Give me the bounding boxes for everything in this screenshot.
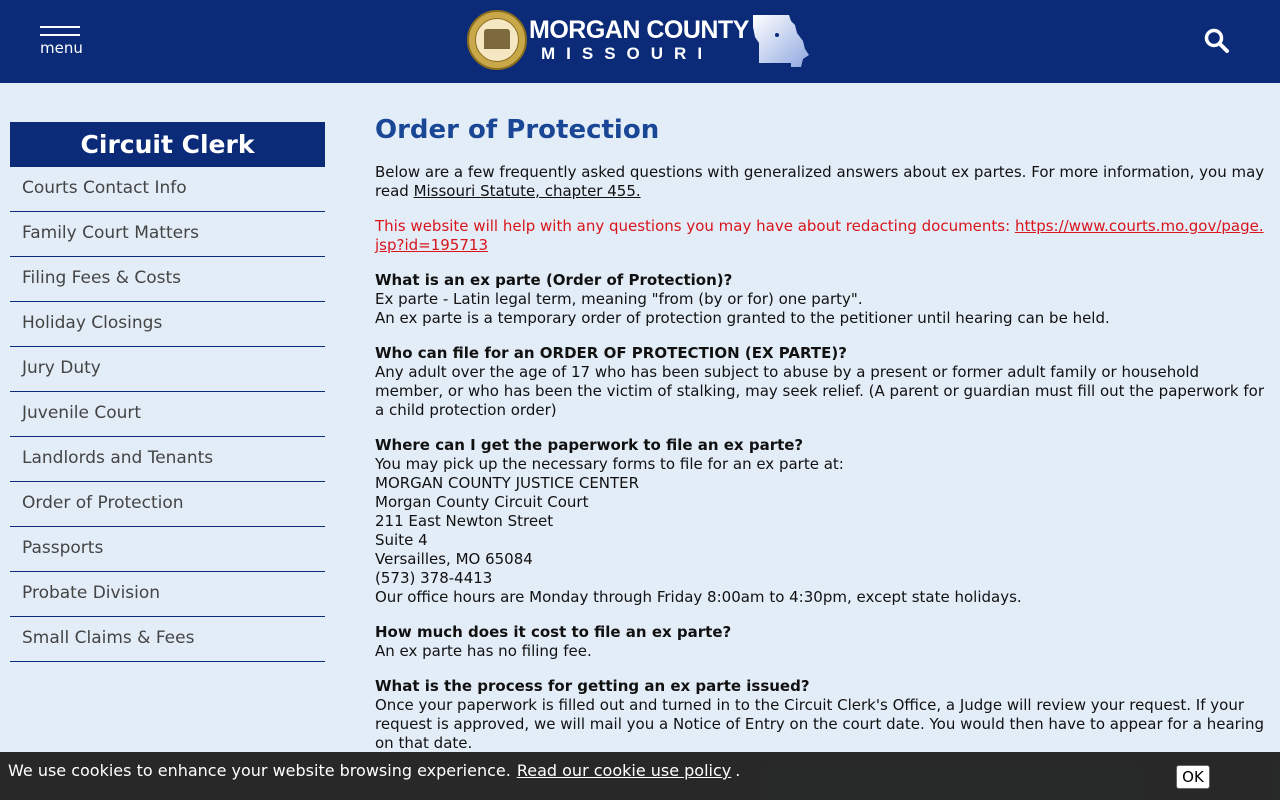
seal-inner <box>475 18 519 62</box>
office-hours: Our office hours are Monday through Friday 8:00am to 4:30pm, except state holidays. <box>375 588 1022 606</box>
logo-subtitle: MISSOURI <box>541 44 714 63</box>
faq-answer: Once your paperwork is filled out and turned in to the Circuit Clerk's Office, a Judge will review your request. If your request is approved, we will mail you a Notice of Entry on the court date. You would then have to appear for a hearing on that date. <box>375 696 1265 752</box>
sidebar-item-order-of-protection[interactable]: Order of Protection <box>10 482 325 527</box>
cookie-policy-link[interactable]: Read our cookie use policy <box>516 761 732 780</box>
address-line: 211 East Newton Street <box>375 512 554 530</box>
faq-answer-line: An ex parte is a temporary order of protection granted to the petitioner until hearing can be held. <box>375 309 1110 327</box>
faq-question: Who can file for an ORDER OF PROTECTION (EX PARTE)? <box>375 344 847 362</box>
main-content <box>375 112 1265 769</box>
redaction-text: This website will help with any questions you may have about redacting documents: <box>375 217 1011 235</box>
sidebar-item-probate-division[interactable]: Probate Division <box>10 572 325 617</box>
county-seal-icon <box>467 10 527 70</box>
search-icon[interactable] <box>1204 28 1230 54</box>
faq-item <box>375 623 1265 661</box>
intro-text: Below are a few frequently asked questions with generalized answers about ex partes. For more information, you may read <box>375 163 1265 200</box>
faq-question: What is an ex parte (Order of Protection)? <box>375 271 733 289</box>
menu-button[interactable] <box>40 26 82 62</box>
intro-paragraph <box>375 163 1265 201</box>
sidebar-item-jury-duty[interactable]: Jury Duty <box>10 347 325 392</box>
faq-answer-line: Ex parte - Latin legal term, meaning "from (by or for) one party". <box>375 290 863 308</box>
sidebar-item-courts-contact-info[interactable]: Courts Contact Info <box>10 167 325 212</box>
phone-number: (573) 378-4413 <box>375 569 493 587</box>
cookie-ok-button[interactable]: OK <box>1176 765 1210 789</box>
cookie-message <box>8 761 740 780</box>
faq-answer: Any adult over the age of 17 who has been subject to abuse by a present or former adult family or household member, or who has been the victim of stalking, may seek relief. (A parent or guardian must fill out the paperwork for a child protection order) <box>375 363 1264 419</box>
redaction-link[interactable]: https://www.courts.mo.gov/page.jsp?id=195713 <box>375 217 1264 254</box>
faq-answer-line: You may pick up the necessary forms to file for an ex parte at: <box>375 455 844 473</box>
site-header <box>0 0 1280 83</box>
logo-title: MORGAN COUNTY <box>529 16 749 44</box>
cookie-suffix: . <box>735 761 741 780</box>
sidebar-item-filing-fees[interactable]: Filing Fees & Costs <box>10 257 325 302</box>
faq-question: What is the process for getting an ex parte issued? <box>375 677 810 695</box>
courthouse-icon <box>484 29 510 49</box>
sidebar-item-family-court-matters[interactable]: Family Court Matters <box>10 212 325 257</box>
cookie-banner <box>0 752 1280 800</box>
address-line: Morgan County Circuit Court <box>375 493 589 511</box>
menu-bar-1 <box>40 26 80 28</box>
sidebar-item-holiday-closings[interactable]: Holiday Closings <box>10 302 325 347</box>
menu-label: menu <box>40 39 83 57</box>
sidebar-item-small-claims[interactable]: Small Claims & Fees <box>10 617 325 662</box>
site-logo[interactable] <box>467 10 812 72</box>
sidebar-item-passports[interactable]: Passports <box>10 527 325 572</box>
sidebar-item-juvenile-court[interactable]: Juvenile Court <box>10 392 325 437</box>
faq-item <box>375 271 1265 328</box>
cookie-text: We use cookies to enhance your website browsing experience. <box>8 761 511 780</box>
address-line: MORGAN COUNTY JUSTICE CENTER <box>375 474 640 492</box>
address-line: Suite 4 <box>375 531 428 549</box>
sidebar-item-landlords-tenants[interactable]: Landlords and Tenants <box>10 437 325 482</box>
sidebar-nav <box>10 122 325 662</box>
faq-question: How much does it cost to file an ex parte? <box>375 623 732 641</box>
page-title: Order of Protection <box>375 115 660 145</box>
address-line: Versailles, MO 65084 <box>375 550 533 568</box>
statute-link[interactable]: Missouri Statute, chapter 455. <box>413 182 641 200</box>
menu-bar-2 <box>40 34 80 36</box>
redaction-notice <box>375 217 1265 255</box>
faq-item <box>375 677 1265 753</box>
faq-item <box>375 344 1265 420</box>
faq-question: Where can I get the paperwork to file an ex parte? <box>375 436 804 454</box>
sidebar-title: Circuit Clerk <box>10 122 325 167</box>
faq-answer: An ex parte has no filing fee. <box>375 642 592 660</box>
missouri-state-icon <box>751 13 811 69</box>
faq-item <box>375 436 1265 607</box>
